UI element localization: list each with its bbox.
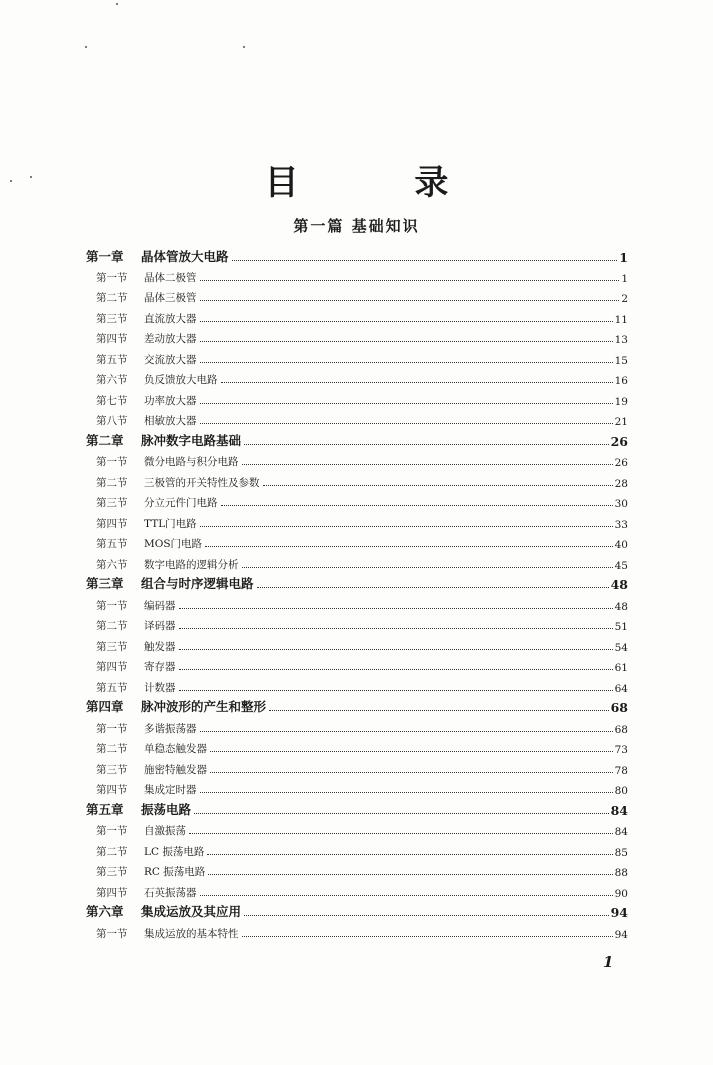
toc-entry-number: 第五节 <box>96 538 128 550</box>
toc-entry-page: 40 <box>614 539 628 551</box>
dot-leader <box>208 873 612 875</box>
dot-leader <box>210 750 613 752</box>
toc-entry-page: 1 <box>619 250 628 265</box>
toc-entry-number: 第一节 <box>96 723 128 735</box>
toc-entry-number: 第六节 <box>96 559 128 571</box>
dot-leader <box>263 484 613 486</box>
toc-entry-page: 94 <box>610 905 628 920</box>
toc-section-row <box>0 654 713 674</box>
toc-chapter-row <box>0 900 713 920</box>
toc-section-row <box>0 285 713 305</box>
toc-section-row <box>0 265 713 285</box>
dot-leader <box>194 812 609 814</box>
toc-entry-title: LC 振荡电路 <box>144 846 205 858</box>
toc-entry-title: 集成运放的基本特性 <box>144 928 239 940</box>
toc-entry-page: 68 <box>610 700 628 715</box>
toc-entry-page: 48 <box>610 577 628 592</box>
toc-section-row <box>0 470 713 490</box>
toc-entry-title: 脉冲数字电路基础 <box>141 433 242 448</box>
dot-leader <box>200 525 613 527</box>
toc-entry-title: 交流放大器 <box>144 354 197 366</box>
toc-entry-number: 第一节 <box>96 600 128 612</box>
toc-entry-page: 21 <box>614 416 628 428</box>
toc-entry-number: 第七节 <box>96 395 128 407</box>
toc-entry-page: 80 <box>614 785 628 797</box>
toc-section-row <box>0 367 713 387</box>
toc-entry-title: 施密特触发器 <box>144 764 207 776</box>
scan-speck <box>10 180 12 182</box>
dot-leader <box>200 422 613 424</box>
toc-entry-page: 26 <box>610 434 628 449</box>
toc-entry-number: 第五节 <box>96 354 128 366</box>
toc-entry-number: 第二章 <box>86 433 124 448</box>
toc-entry-title: 分立元件门电路 <box>144 497 218 509</box>
toc-section-row <box>0 449 713 469</box>
toc-entry-page: 88 <box>614 867 628 879</box>
toc-entry-page: 90 <box>614 888 628 900</box>
part-title: 第一篇 基础知识 <box>293 217 420 235</box>
dot-leader <box>200 299 620 301</box>
dot-leader <box>269 709 609 711</box>
toc-entry-number: 第八节 <box>96 415 128 427</box>
toc-entry-title: 触发器 <box>144 641 176 653</box>
toc-entry-page: 73 <box>614 744 628 756</box>
dot-leader <box>244 914 609 916</box>
toc-entry-title: 晶体二极管 <box>144 272 197 284</box>
toc-section-row <box>0 408 713 428</box>
toc-section-row <box>0 675 713 695</box>
toc-entry-page: 16 <box>614 375 628 387</box>
toc-entry-title: 石英振荡器 <box>144 887 197 899</box>
dot-leader <box>200 320 613 322</box>
toc-section-row <box>0 388 713 408</box>
toc-section-row <box>0 777 713 797</box>
toc-entry-title: 振荡电路 <box>141 802 192 817</box>
toc-entry-title: 集成定时器 <box>144 784 197 796</box>
toc-entry-page: 85 <box>614 847 628 859</box>
toc-entry-page: 84 <box>610 803 628 818</box>
toc-section-row <box>0 736 713 756</box>
dot-leader <box>244 443 609 445</box>
toc-section-row <box>0 593 713 613</box>
toc-section-row <box>0 818 713 838</box>
page-number: 1 <box>603 953 614 971</box>
toc-entry-number: 第三节 <box>96 764 128 776</box>
toc-entry-title: 微分电路与积分电路 <box>144 456 239 468</box>
toc-entry-title: 晶体三极管 <box>144 292 197 304</box>
toc-entry-title: 脉冲波形的产生和整形 <box>141 699 267 714</box>
dot-leader <box>200 730 613 732</box>
toc-section-row <box>0 552 713 572</box>
toc-entry-number: 第三节 <box>96 641 128 653</box>
toc-entry-number: 第一节 <box>96 928 128 940</box>
page-title: 目 录 <box>264 163 501 203</box>
toc-section-row <box>0 716 713 736</box>
toc-entry-title: 组合与时序逻辑电路 <box>141 576 254 591</box>
toc-entry-number: 第三节 <box>96 497 128 509</box>
scan-speck <box>116 3 118 5</box>
scan-speck <box>85 46 87 48</box>
toc-entry-title: 自激振荡 <box>144 825 186 837</box>
toc-entry-page: 11 <box>614 314 628 326</box>
toc-entry-page: 84 <box>614 826 628 838</box>
dot-leader <box>221 381 613 383</box>
scan-speck <box>243 46 245 48</box>
toc-entry-number: 第二节 <box>96 620 128 632</box>
dot-leader <box>179 689 613 691</box>
dot-leader <box>210 771 613 773</box>
toc-section-row <box>0 757 713 777</box>
toc-entry-title: 数字电路的逻辑分析 <box>144 559 239 571</box>
dot-leader <box>200 279 620 281</box>
toc-entry-title: 负反馈放大电路 <box>144 374 218 386</box>
toc-entry-number: 第一节 <box>96 456 128 468</box>
toc-entry-page: 13 <box>614 334 628 346</box>
toc-section-row <box>0 859 713 879</box>
toc-entry-number: 第三节 <box>96 866 128 878</box>
toc-entry-title: 差动放大器 <box>144 333 197 345</box>
toc-section-row <box>0 880 713 900</box>
toc-entry-number: 第三节 <box>96 313 128 325</box>
toc-entry-title: MOS门电路 <box>144 538 203 550</box>
toc-entry-page: 94 <box>614 929 628 941</box>
toc-entry-number: 第四节 <box>96 661 128 673</box>
toc-entry-title: 功率放大器 <box>144 395 197 407</box>
toc-entry-title: 集成运放及其应用 <box>141 904 242 919</box>
toc-section-row <box>0 347 713 367</box>
toc-entry-number: 第一章 <box>86 249 124 264</box>
toc-entry-title: 寄存器 <box>144 661 176 673</box>
toc-entry-title: 相敏放大器 <box>144 415 197 427</box>
toc-entry-number: 第四节 <box>96 333 128 345</box>
dot-leader <box>200 791 613 793</box>
dot-leader <box>207 853 612 855</box>
toc-entry-title: 编码器 <box>144 600 176 612</box>
toc-entry-page: 2 <box>621 293 628 305</box>
toc-entry-number: 第五章 <box>86 802 124 817</box>
toc-chapter-row <box>0 695 713 715</box>
toc-chapter-row <box>0 572 713 592</box>
toc-entry-number: 第二节 <box>96 292 128 304</box>
toc-section-row <box>0 839 713 859</box>
toc-section-row <box>0 634 713 654</box>
toc-entry-page: 33 <box>614 519 628 531</box>
toc-entry-page: 15 <box>614 355 628 367</box>
toc-entry-number: 第四节 <box>96 887 128 899</box>
toc-entry-page: 45 <box>614 560 628 572</box>
dot-leader <box>205 545 613 547</box>
dot-leader <box>200 340 613 342</box>
toc-entry-title: 晶体管放大电路 <box>141 249 229 264</box>
toc-entry-page: 30 <box>614 498 628 510</box>
toc-entry-number: 第四节 <box>96 518 128 530</box>
toc-entry-number: 第一节 <box>96 825 128 837</box>
dot-leader <box>200 402 613 404</box>
dot-leader <box>179 627 613 629</box>
toc-entry-page: 19 <box>614 396 628 408</box>
dot-leader <box>189 832 613 834</box>
toc-entry-page: 54 <box>614 642 628 654</box>
toc-section-row <box>0 531 713 551</box>
toc-entry-page: 51 <box>614 621 628 633</box>
dot-leader <box>232 259 618 261</box>
dot-leader <box>221 504 613 506</box>
toc-entry-number: 第四节 <box>96 784 128 796</box>
toc-entry-number: 第四章 <box>86 699 124 714</box>
toc-section-row <box>0 921 713 941</box>
toc-entry-number: 第二节 <box>96 743 128 755</box>
toc-entry-title: 单稳态触发器 <box>144 743 207 755</box>
toc-entry-title: 译码器 <box>144 620 176 632</box>
toc-entry-page: 26 <box>614 457 628 469</box>
toc-section-row <box>0 511 713 531</box>
toc-entry-number: 第一节 <box>96 272 128 284</box>
dot-leader <box>242 566 613 568</box>
dot-leader <box>179 668 613 670</box>
toc-entry-number: 第二节 <box>96 846 128 858</box>
toc-entry-title: RC 振荡电路 <box>144 866 206 878</box>
toc-entry-title: 多谐振荡器 <box>144 723 197 735</box>
toc-section-row <box>0 326 713 346</box>
toc-entry-number: 第三章 <box>86 576 124 591</box>
toc-entry-number: 第二节 <box>96 477 128 489</box>
toc-chapter-row <box>0 245 713 265</box>
toc-entry-page: 68 <box>614 724 628 736</box>
toc-entry-title: TTL门电路 <box>144 518 197 530</box>
toc-entry-page: 64 <box>614 683 628 695</box>
dot-leader <box>179 648 613 650</box>
dot-leader <box>242 463 613 465</box>
dot-leader <box>257 586 609 588</box>
toc-entry-page: 1 <box>621 273 628 285</box>
toc-entry-page: 78 <box>614 765 628 777</box>
dot-leader <box>179 607 613 609</box>
toc-entry-number: 第五节 <box>96 682 128 694</box>
toc-section-row <box>0 490 713 510</box>
toc-entry-title: 直流放大器 <box>144 313 197 325</box>
dot-leader <box>200 894 613 896</box>
toc-entry-page: 48 <box>614 601 628 613</box>
toc-section-row <box>0 613 713 633</box>
toc-chapter-row <box>0 798 713 818</box>
dot-leader <box>242 935 613 937</box>
toc-entry-title: 三极管的开关特性及参数 <box>144 477 260 489</box>
dot-leader <box>200 361 613 363</box>
toc-chapter-row <box>0 429 713 449</box>
toc-entry-page: 28 <box>614 478 628 490</box>
toc-entry-title: 计数器 <box>144 682 176 694</box>
toc-entry-number: 第六节 <box>96 374 128 386</box>
toc-entry-number: 第六章 <box>86 904 124 919</box>
toc-entry-page: 61 <box>614 662 628 674</box>
toc-section-row <box>0 306 713 326</box>
